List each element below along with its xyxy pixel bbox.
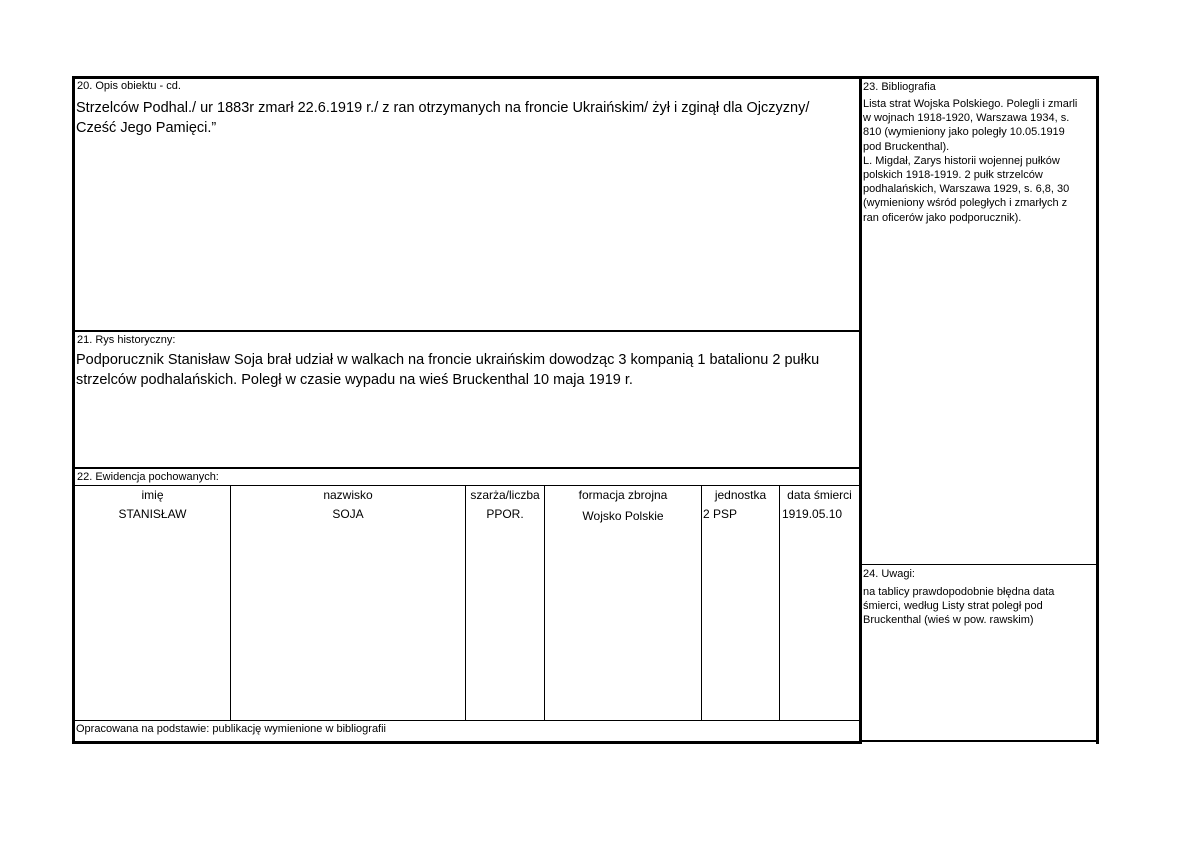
table-header-data-smierci: data śmierci [787,488,852,502]
bibliography-line: ran oficerów jako podporucznik). [863,211,1022,224]
footer-divider [72,720,862,721]
table-header-szarza: szarża/liczba [470,488,540,502]
outer-border-right [1096,76,1099,744]
table-cell-nazwisko: SOJA [332,507,364,521]
bibliography-line: (wymieniony wśród poległych i zmarłych z [863,197,1068,210]
outer-border-bottom-right [859,740,1099,742]
section-21-label: 21. Rys historyczny: [77,334,176,346]
divider-20-21 [72,330,862,332]
outer-border-bottom-left [72,741,862,744]
table-cell-jednostka: 2 PSP [703,507,738,521]
table-cell-data-smierci: 1919.05.10 [782,507,843,521]
table-col-line-5 [779,485,780,721]
table-header-imie: imię [141,488,164,502]
table-cell-imie: STANISŁAW [118,507,187,521]
bibliography-line: 810 (wymieniony jako poległy 10.05.1919 [863,126,1065,139]
bibliography-line: w wojnach 1918-1920, Warszawa 1934, s. [863,112,1070,125]
table-header-nazwisko: nazwisko [323,488,373,502]
section-20-text: Strzelców Podhal./ ur 1883r zmarł 22.6.1919 r./ z ran otrzymanych na froncie Ukraińskim/ żył i zginął dla Ojczyzny/ Cześć Jego Pamięci.” [76,100,810,136]
table-header-top [72,485,862,486]
divider-21-22 [72,467,862,469]
footer-source-text: Opracowana na podstawie: publikację wymienione w bibliografii [76,723,387,735]
table-header-formacja: formacja zbrojna [578,488,668,502]
section-23-label: 23. Bibliografia [863,81,936,93]
remarks-line: Bruckenthal (wieś w pow. rawskim) [863,614,1034,627]
section-24-label: 24. Uwagi: [863,568,915,580]
outer-border-left [72,76,75,744]
column-divider [859,76,862,744]
section-23-text [863,97,1095,225]
divider-23-24 [859,564,1099,565]
outer-border-top [72,76,1099,79]
bibliography-line: Lista strat Wojska Polskiego. Polegli i zmarli [863,98,1078,110]
table-cell-formacja: Wojsko Polskie [582,509,664,523]
bibliography-line: L. Migdał, Zarys historii wojennej pułków [863,154,1060,167]
bibliography-line: podhalańskich, Warszawa 1929, s. 6,8, 30 [863,183,1070,196]
section-22-label: 22. Ewidencja pochowanych: [77,471,219,483]
section-20-label: 20. Opis obiektu - cd. [77,80,181,92]
section-21-text: Podporucznik Stanisław Soja brał udział w walkach na froncie ukraińskim dowodząc 3 kompanią 1 batalionu 2 pułku strzelców podhalańskich. Poległ w czasie wypadu na wieś Bruckenthal 10 maja 1919 r. [76,352,820,388]
remarks-line: śmierci, według Listy strat poległ pod [863,600,1043,613]
section-24-text [863,585,1095,628]
bibliography-line: polskich 1918-1919. 2 pułk strzelców [863,169,1043,182]
table-header-jednostka: jednostka [714,488,767,502]
bibliography-line: pod Bruckenthal). [863,140,950,153]
remarks-line: na tablicy prawdopodobnie błędna data [863,586,1055,598]
table-col-line-4 [701,485,702,721]
table-cell-szarza: PPOR. [486,507,524,521]
